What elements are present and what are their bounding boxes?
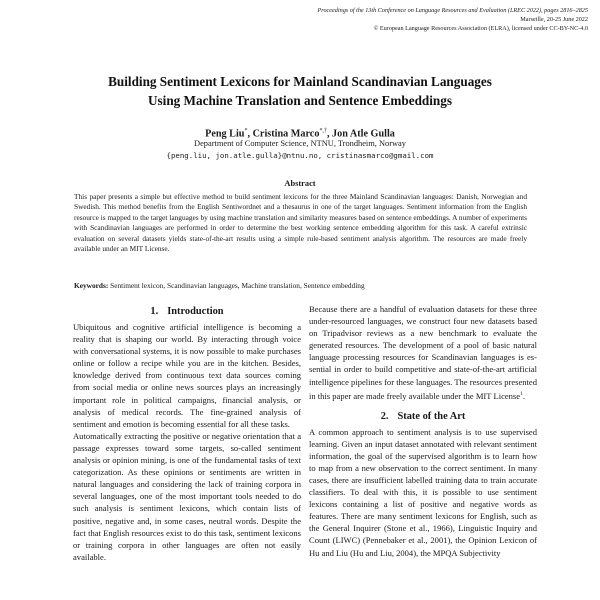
author-name: Jon Atle Gulla xyxy=(332,128,395,140)
left-column xyxy=(73,303,301,563)
section-heading-introduction xyxy=(73,305,301,319)
title-line-1: Building Sentiment Lexicons for Mainland Scandinavian Languages xyxy=(108,74,492,89)
keywords-label: Keywords: xyxy=(74,281,109,290)
abstract-heading: Abstract xyxy=(284,179,316,188)
title-line-2: Using Machine Translation and Sentence Embeddings xyxy=(148,93,452,108)
section-number: 2. xyxy=(380,410,389,422)
abstract-text: This paper presents a simple but effective method to build sentiment lexicons for the three Mainland Scandinavian languages: Danish, Norwegian and Swedish. This method benefits from the English Sentiwordnet and a thesaurus in one of the target languages. Sentiment information from the English resource is mapped to the target languages by using machine translation and similarity measures based on sentence embeddings. A number of experiments with Scandinavian languages are performed in order to determine the best working sentence embedding algorithm for this task. A careful extrinsic evaluation on several datasets yields state-of-the-art results using a simple rule-based sentiment analysis algorithm. The resources are made freely available under an MIT License. xyxy=(74,192,528,254)
right-column xyxy=(309,303,537,559)
keywords xyxy=(74,281,527,291)
section-heading-state-of-the-art xyxy=(309,410,537,424)
paper-title xyxy=(40,72,560,110)
sota-paragraph-1: A common approach to sentiment analysis is to use supervised learning. Given an input dataset annotated with relevant sentiment information, the goal of the supervised algorithm is to learn how to map from a new observation to the correct sentiment. In many cases, there are insufficient labelled training data to train accurate classifiers. To deal with this, it is possible to use sentiment lexicons containing a list of positive and negative words as features. There are many sentiment lexicons for English, such as the General Inquirer (Stone et al., 1966), Linguistic Inquiry and Count (LIWC) (Pennebaker et al., 2001), the Opinion Lexicon of Hu and Liu (Hu and Liu, 2004), the MPQA Subjectivity xyxy=(309,426,537,558)
intro-paragraph-2: Automatically extracting the positive or negative orientation that a passage expresses toward some targets, so-called sentiment analysis or opinion mining, is one of the fundamental tasks of text categorization. As these opinions or sentiments are written in natural languages and considering the lack of training corpora in several languages, one of the most important tools needed to do such analysis is sentiment lexicons, which contain lists of positive, negative and, in some cases, neutral words. Despite the fact that English resources exist to do this task, sentiment lexicons or training corpora in other languages are often not easily available. xyxy=(73,430,301,562)
venue-header xyxy=(318,6,589,33)
section-title: Introduction xyxy=(167,306,224,317)
author-emails: {peng.liu, jon.atle.gulla}@ntnu.no, cristinasmarco@gmail.com xyxy=(166,151,434,160)
affiliation: Department of Computer Science, NTNU, Trondheim, Norway xyxy=(194,139,406,148)
intro-paragraph-3-text: Because there are a handful of evaluation datasets for these three under-resourced languages, we construct four new datasets based on Tripadvisor reviews as a new benchmark to evaluate the generated resources. The development of a pool of basic natural language processing resources for Scandinavian languages is essential in order to build competitive and state-of-the-art artificial intelligence pipelines for these languages. The resources presented in this paper are made freely available under the MIT License xyxy=(309,304,537,401)
location-line: Marseille, 20-25 June 2022 xyxy=(520,16,588,23)
author-mark: *,† xyxy=(319,128,327,134)
author-mark: * xyxy=(244,128,248,134)
author-name: Cristina Marco xyxy=(252,128,320,140)
footnote-marker: 1 xyxy=(520,390,523,397)
venue-line: Proceedings of the 13th Conference on Language Resources and Evaluation (LREC 2022), pages 2816–2825 xyxy=(317,7,588,14)
license-line: © European Language Resources Association (ELRA), licensed under CC-BY-NC-4.0 xyxy=(373,25,588,32)
intro-paragraph-3-end: . xyxy=(522,390,525,401)
section-number: 1. xyxy=(150,306,159,317)
author-separator: , xyxy=(247,128,253,140)
intro-paragraph-1: Ubiquitous and cognitive artificial intelligence is becoming a reality that is shaping our world. By interacting through voice with conversational systems, it is now possible to make purchases online or follow a recipe while you are in the kitchen. Besides, knowledge derived from continuous text data sources coming from social media or online news sources plays an increasingly important role in political campaigns, financial analysis, or analysis of medical records. The fine-grained analysis of sentiment and emotion is becoming essential for all these tasks. xyxy=(73,322,301,429)
keywords-list: Sentiment lexicon, Scandinavian languages, Machine translation, Sentence embedding xyxy=(108,281,365,290)
section-title: State of the Art xyxy=(397,410,466,422)
author-name: Peng Liu xyxy=(205,128,245,140)
author-separator: , xyxy=(326,128,333,140)
intro-paragraph-3 xyxy=(309,303,537,402)
